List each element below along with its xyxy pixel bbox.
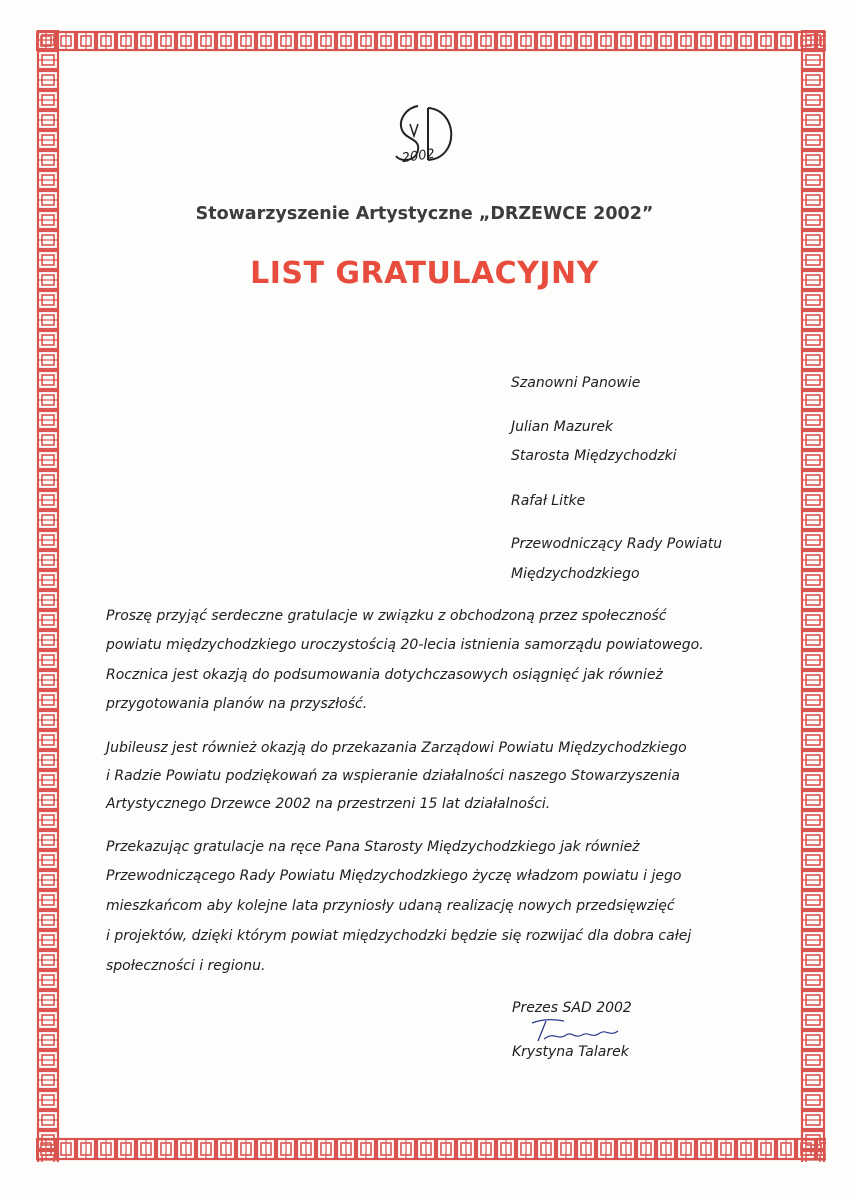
sad-logo bbox=[388, 100, 462, 172]
document-title: LIST GRATULACYJNY bbox=[250, 256, 599, 291]
border-top bbox=[36, 30, 826, 52]
signer-role: Prezes SAD 2002 bbox=[512, 1000, 632, 1016]
paragraph-3-line: mieszkańcom aby kolejne lata przyniosły udaną realizację nowych przedsięwzięć bbox=[106, 898, 675, 914]
paragraph-1-line: Rocznica jest okazją do podsumowania dotychczasowych osiągnięć jak również bbox=[106, 667, 663, 683]
handwritten-signature bbox=[514, 1013, 634, 1045]
border-bottom bbox=[36, 1136, 826, 1162]
addressee-role-2-cont: Międzychodzkiego bbox=[511, 566, 640, 582]
addressee-role-1: Starosta Międzychodzki bbox=[511, 448, 677, 464]
addressee-name-2: Rafał Litke bbox=[511, 493, 586, 509]
svg-text:2002: 2002 bbox=[400, 146, 436, 167]
organization-name: Stowarzyszenie Artystyczne „DRZEWCE 2002” bbox=[195, 204, 654, 224]
paragraph-2-line: i Radzie Powiatu podziękowań za wspieranie działalności naszego Stowarzyszenia bbox=[106, 768, 680, 784]
paragraph-2-line: Artystycznego Drzewce 2002 na przestrzeni 15 lat działalności. bbox=[106, 796, 551, 812]
paragraph-1-line: przygotowania planów na przyszłość. bbox=[106, 696, 368, 712]
salutation: Szanowni Panowie bbox=[511, 375, 641, 391]
paragraph-3-line: społeczności i regionu. bbox=[106, 958, 266, 974]
paragraph-2-line: Jubileusz jest również okazją do przekazania Zarządowi Powiatu Międzychodzkiego bbox=[106, 740, 687, 756]
addressee-role-2: Przewodniczący Rady Powiatu bbox=[511, 536, 723, 552]
paragraph-3-line: Przewodniczącego Rady Powiatu Międzychodzkiego życzę władzom powiatu i jego bbox=[106, 868, 682, 884]
paragraph-3-line: Przekazując gratulacje na ręce Pana Starosty Międzychodzkiego jak również bbox=[106, 839, 640, 855]
paragraph-3-line: i projektów, dzięki którym powiat międzychodzki będzie się rozwijać dla dobra całej bbox=[106, 928, 692, 944]
paragraph-1-line: powiatu międzychodzkiego uroczystością 20-lecia istnienia samorządu powiatowego. bbox=[106, 637, 704, 653]
paragraph-1-line: Proszę przyjąć serdeczne gratulacje w związku z obchodzoną przez społeczność bbox=[106, 608, 667, 624]
addressee-name-1: Julian Mazurek bbox=[511, 419, 614, 435]
border-right bbox=[800, 30, 826, 1162]
signer-name: Krystyna Talarek bbox=[512, 1044, 629, 1060]
border-left bbox=[36, 30, 60, 1162]
